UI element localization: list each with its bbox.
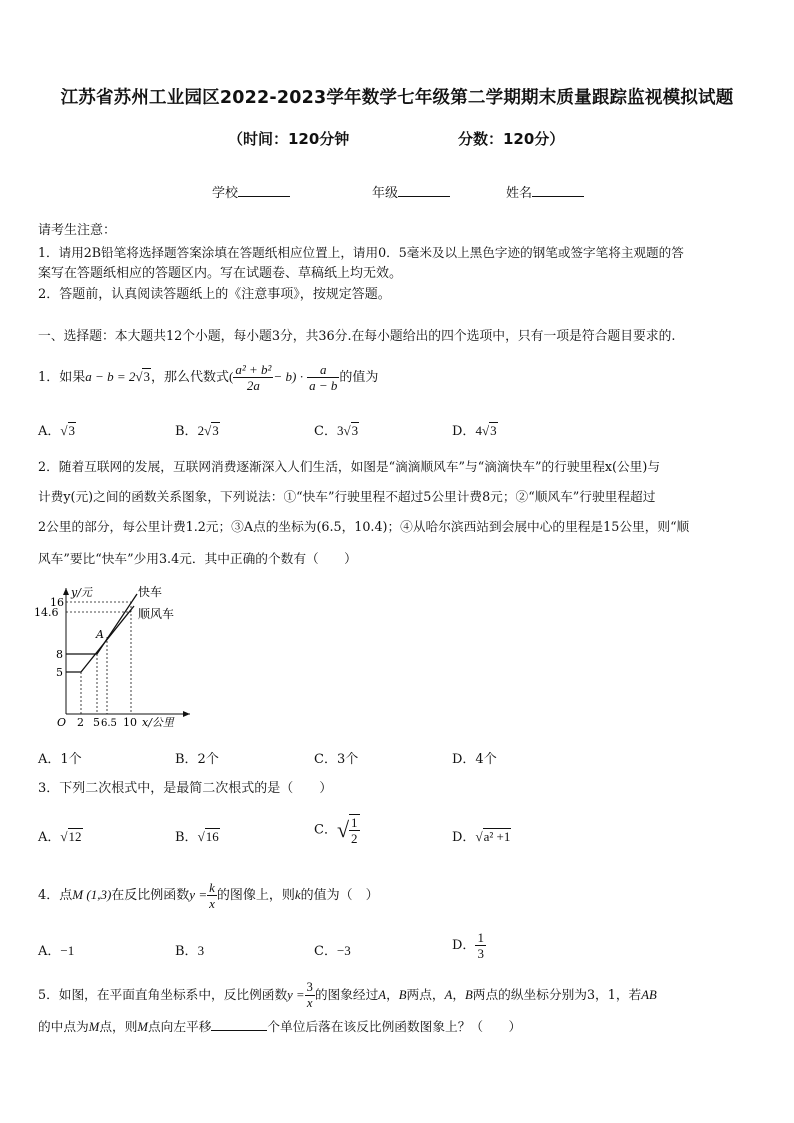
x-tick-2: 2 (77, 716, 84, 729)
option-label: A． (38, 424, 61, 439)
notice-line1: 1．请用2B铅笔将选择题答案涂填在答题纸相应位置上，请用0．5毫米及以上黑色字迹的钢笔或签字笔将主观题的答 (38, 245, 684, 260)
q5-sep2: ， (452, 987, 466, 1002)
y-axis-label: y/元 (71, 586, 92, 599)
q3-option-a[interactable]: A．√12 (38, 829, 82, 845)
q5-post1: 的图象经过 (314, 987, 379, 1002)
option-coef: 4 (475, 423, 482, 438)
page-title: 江苏省苏州工业园区2022-2023学年数学七年级第二学期期末质量跟踪监视模拟试题 (60, 88, 734, 108)
q1-expr2-num: a (307, 362, 339, 378)
y-tick-8: 8 (56, 648, 63, 661)
q1-stem: 1．如果a − b = 2√3，那么代数式( $\frac{\text{a² + b²}}{2a}$ − b) · $\frac{a}{a - b}$ 的值为 (38, 362, 379, 393)
option-value: −3 (336, 943, 351, 958)
option-frac-num: 1 (351, 815, 358, 830)
origin-label: O (57, 716, 67, 729)
option-rad: 12 (68, 829, 82, 844)
notice-heading: 请考生注意： (38, 223, 117, 238)
option-label: C． (314, 944, 337, 959)
option-value: −1 (60, 943, 75, 958)
q2-line4: 风车”要比“快车”少用3.4元．其中正确的个数有（ ） (38, 551, 357, 566)
option-label: A． (38, 830, 61, 845)
q2-option-c[interactable]: C．3个 (314, 752, 359, 767)
q1-cond-rad: 3 (143, 369, 150, 384)
y-axis-arrow (63, 588, 69, 595)
kuaiche-label: 快车 (138, 585, 163, 599)
q5-line2-end: 个单位后落在该反比例函数图象上？（ ） (267, 1019, 522, 1034)
q5-ab: AB (641, 988, 657, 1002)
q1-expr-den: 2a (246, 378, 260, 393)
option-frac (349, 814, 360, 846)
q1-option-c[interactable]: C．3√3 (314, 423, 359, 439)
q2-option-d[interactable]: D．4个 (452, 752, 497, 767)
option-rad: 3 (490, 423, 497, 438)
q1-expr2-den: a − b (309, 378, 338, 393)
q1-expr-minus: − b) (273, 369, 297, 384)
option-frac-den: 2 (351, 831, 358, 846)
q2-option-a[interactable]: A．1个 (38, 752, 82, 767)
q5-a2: A (444, 988, 453, 1002)
q5-func-frac (305, 980, 315, 1011)
q1-post: 的值为 (339, 370, 379, 385)
option-rad: 3 (68, 423, 76, 438)
q1-option-d[interactable]: D．4√3 (452, 423, 497, 439)
option-label: B． (175, 944, 198, 959)
option-label: A． (38, 944, 61, 959)
exam-time: （时间：120分钟 (228, 130, 350, 148)
option-rad: 16 (205, 829, 219, 844)
q5-line1 (38, 980, 657, 1011)
option-frac-den: 3 (477, 946, 484, 961)
q2-line3: 2公里的部分，每公里计费1.2元；③A点的坐标为(6.5，10.4)；④从哈尔滨西站到会展中心的里程是15公里，则“顺 (38, 519, 690, 534)
q2-option-b[interactable]: B．2个 (175, 752, 219, 767)
y-tick-5: 5 (56, 666, 63, 679)
x-axis-arrow (183, 711, 190, 717)
option-label: D． (452, 424, 476, 439)
q2-line1: 2．随着互联网的发展，互联网消费逐渐深入人们生活，如图是“滴滴顺风车”与“滴滴快车”的行驶里程x(公里)与 (38, 459, 661, 474)
q4-option-b[interactable] (175, 940, 204, 959)
q1-expr-frac (233, 362, 273, 393)
q5-func-lhs: y = (287, 988, 305, 1002)
q5-b: B (398, 988, 407, 1002)
q1-option-a[interactable]: A．√3 (38, 423, 76, 439)
q5-func-den: x (306, 996, 313, 1010)
q4-post: 的图像上，则 (216, 888, 295, 903)
q1-cond-lhs: a − b = 2 (85, 369, 136, 384)
option-label: C． (314, 424, 337, 439)
name-field (506, 182, 584, 201)
option-coef: 2 (197, 423, 205, 438)
q5-post2: 两点， (406, 987, 445, 1002)
q5-b2: B (465, 988, 473, 1002)
q5-m2: M (137, 1020, 148, 1034)
q1-expr-num: a² + b² (235, 362, 272, 377)
q3-stem: 3．下列二次根式中，是最简二次根式的是（ ） (38, 781, 333, 796)
q5-m: M (88, 1020, 100, 1034)
option-coef: 3 (336, 423, 344, 438)
q5-line2-post: 点向左平移 (147, 1019, 212, 1034)
kuaiche-line (66, 594, 137, 654)
q4-var: k (294, 887, 301, 902)
y-tick-16: 16 (50, 596, 64, 609)
option-frac-num: 1 (477, 930, 484, 945)
exam-score: 分数：120分） (458, 130, 565, 148)
q4-stem (38, 880, 379, 911)
q5-answer-blank[interactable] (211, 1018, 267, 1031)
q2-line2: 计费y(元)之间的函数关系图象，下列说法：①“快车”行驶里程不超过5公里计费8元；②“顺风车”行驶里程超过 (38, 489, 656, 504)
option-value: 3 (197, 943, 205, 958)
q4-option-a[interactable] (38, 940, 74, 959)
name-label: 姓名 (506, 186, 533, 201)
school-label: 学校 (212, 186, 239, 201)
school-field (212, 182, 290, 201)
q5-number: 5．如图，在平面直角坐标系中，反比例函数 (38, 987, 288, 1002)
option-rad: 3 (212, 423, 219, 438)
option-label: D． (452, 938, 476, 953)
notice-line2: 案写在答题纸相应的答题区内。写在试题卷、草稿纸上均无效。 (38, 266, 403, 281)
name-blank (532, 184, 584, 197)
option-frac (475, 930, 486, 961)
q1-expr2-frac (307, 362, 339, 393)
q5-sep1: ， (386, 987, 399, 1002)
q5-line2-pre: 的中点为 (38, 1019, 89, 1034)
q3-option-c[interactable]: C．√ $\frac{1}{2}$ (314, 815, 358, 846)
q4-func-den: x (209, 896, 215, 911)
q3-option-d[interactable]: D．√a² +1 (452, 829, 511, 845)
q5-line2-mid: 点，则 (99, 1019, 138, 1034)
notice-line3: 2．答题前，认真阅读答题纸上的《注意事项》，按规定答题。 (38, 287, 391, 302)
option-label: B． (175, 424, 198, 439)
q3-option-b[interactable]: B．√16 (175, 829, 219, 845)
school-blank (238, 184, 290, 197)
section1-heading: 一、选择题：本大题共12个小题，每小题3分，共36分.在每小题给出的四个选项中，只有一项是符合题目要求的. (38, 329, 676, 344)
q4-post2: 的值为（ ） (300, 888, 379, 903)
q4-option-d[interactable] (452, 930, 486, 961)
q2-graph (30, 580, 210, 730)
x-axis-label: x/公里 (142, 716, 174, 729)
q5-post3: 两点的纵坐标分别为3，1，若 (472, 987, 642, 1002)
x-tick-6-5: 6.5 (101, 718, 117, 729)
q5-func-num: 3 (306, 980, 313, 994)
option-label: D． (452, 830, 476, 845)
q4-func-frac (207, 880, 217, 911)
q4-point: M (1,3) (72, 887, 112, 902)
grade-blank (398, 184, 450, 197)
q1-option-b[interactable]: B．2√3 (175, 423, 219, 439)
q4-func-num: k (209, 880, 215, 895)
q1-pre: 如果 (59, 370, 86, 385)
q5-a: A (378, 988, 387, 1002)
q4-mid: 在反比例函数 (111, 888, 190, 903)
x-tick-10: 10 (123, 716, 137, 729)
x-tick-5: 5 (93, 716, 100, 729)
option-rad: a² +1 (483, 829, 511, 844)
q1-mid: ，那么代数式 (150, 370, 229, 385)
point-a-label: A (96, 628, 104, 641)
q4-func-lhs: y = (189, 887, 208, 902)
shunfengche-label: 顺风车 (138, 607, 175, 621)
option-label: B． (175, 830, 198, 845)
q4-option-c[interactable] (314, 940, 351, 959)
option-label: C． (314, 822, 337, 838)
q4-number: 4．点 (38, 888, 73, 903)
grade-label: 年级 (372, 186, 399, 201)
grade-field (372, 182, 450, 201)
guide-lines (66, 602, 131, 714)
option-rad: 3 (351, 423, 359, 438)
q1-number: 1． (38, 370, 60, 385)
q5-line2 (38, 1016, 521, 1038)
y-tick-14-6: 14.6 (34, 606, 59, 619)
